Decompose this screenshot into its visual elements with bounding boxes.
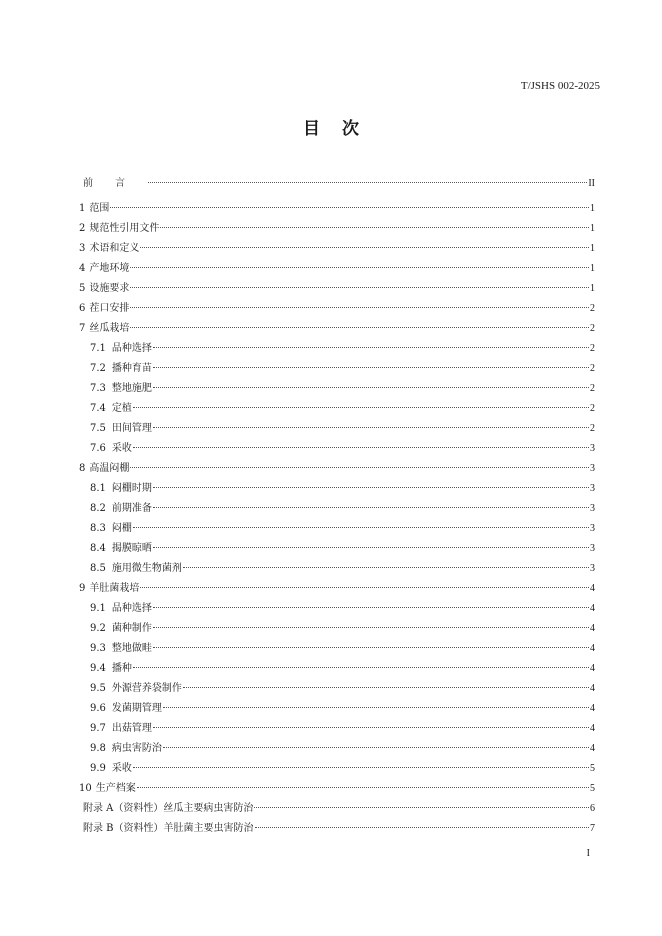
toc-entry-environment[interactable] [79, 259, 595, 279]
toc-entry-label: 外源营养袋制作 [111, 683, 182, 694]
toc-entry-9-6[interactable] [79, 699, 595, 719]
toc-entry-page: 2 [590, 303, 595, 314]
toc-entry-7-4[interactable] [79, 399, 595, 419]
dot-leader [160, 227, 589, 228]
dot-leader [153, 547, 589, 548]
toc-entry-number: 8 [79, 463, 86, 474]
dot-leader [130, 287, 589, 288]
toc-entry-label: 整地做畦 [111, 643, 152, 654]
toc-entry-page: 3 [590, 543, 595, 554]
toc-entry-page: II [588, 178, 595, 189]
toc-entry-number: 7.4 [90, 403, 106, 414]
dot-leader [153, 387, 589, 388]
dot-leader [163, 747, 589, 748]
toc-entry-number: 7.1 [90, 343, 106, 354]
toc-entry-page: 2 [590, 343, 595, 354]
toc-entry-9-1[interactable] [79, 599, 595, 619]
document-code: T/JSHS 002-2025 [520, 80, 600, 92]
toc-list [79, 174, 595, 839]
toc-entry-label: 菌种制作 [111, 623, 152, 634]
toc-entry-number: 2 [79, 223, 86, 234]
toc-entry-normative-references[interactable] [79, 219, 595, 239]
toc-entry-page: 5 [590, 783, 595, 794]
toc-entry-label: 定植 [111, 403, 132, 414]
dot-leader [153, 647, 589, 648]
toc-entry-page: 4 [590, 583, 595, 594]
toc-entry-records[interactable] [79, 779, 595, 799]
toc-entry-number: 9 [79, 583, 86, 594]
toc-entry-label: 病虫害防治 [111, 743, 162, 754]
toc-entry-label: 丝瓜栽培 [89, 323, 130, 334]
dot-leader [130, 467, 589, 468]
dot-leader [137, 787, 589, 788]
toc-entry-label: 规范性引用文件 [89, 223, 160, 234]
dot-leader [133, 667, 589, 668]
toc-entry-loofah[interactable] [79, 319, 595, 339]
toc-entry-number: 8.5 [90, 563, 106, 574]
toc-entry-morel[interactable] [79, 579, 595, 599]
toc-entry-number: 3 [79, 243, 86, 254]
toc-entry-label: 附录 A（资料性）丝瓜主要病虫害防治 [83, 803, 254, 814]
toc-entry-page: 4 [590, 643, 595, 654]
toc-entry-label: 术语和定义 [89, 243, 140, 254]
toc-entry-page: 4 [590, 683, 595, 694]
dot-leader [110, 207, 589, 208]
page-number: I [586, 848, 590, 859]
toc-entry-label: 采收 [111, 443, 132, 454]
toc-entry-7-3[interactable] [79, 379, 595, 399]
toc-entry-label: 品种选择 [111, 603, 152, 614]
toc-entry-8-1[interactable] [79, 479, 595, 499]
dot-leader [153, 427, 589, 428]
toc-entry-9-2[interactable] [79, 619, 595, 639]
toc-entry-number: 4 [79, 263, 86, 274]
toc-entry-7-1[interactable] [79, 339, 595, 359]
toc-entry-8-3[interactable] [79, 519, 595, 539]
toc-entry-page: 4 [590, 603, 595, 614]
toc-entry-number: 9.6 [90, 703, 106, 714]
toc-entry-label: 前言 [83, 178, 147, 189]
toc-entry-9-7[interactable] [79, 719, 595, 739]
dot-leader [255, 827, 589, 828]
dot-leader [133, 767, 589, 768]
toc-title-char: 目 [303, 119, 320, 139]
dot-leader [183, 567, 589, 568]
toc-entry-cropping[interactable] [79, 299, 595, 319]
toc-entry-9-5[interactable] [79, 679, 595, 699]
toc-entry-label: 采收 [111, 763, 132, 774]
toc-entry-page: 2 [590, 323, 595, 334]
toc-entry-number: 7.5 [90, 423, 106, 434]
dot-leader [133, 527, 589, 528]
toc-entry-number: 7.3 [90, 383, 106, 394]
toc-entry-page: 7 [590, 823, 595, 834]
dot-leader [140, 587, 589, 588]
toc-entry-page: 1 [590, 283, 595, 294]
toc-entry-page: 3 [590, 483, 595, 494]
dot-leader [140, 247, 589, 248]
toc-entry-page: 1 [590, 223, 595, 234]
toc-entry-8-4[interactable] [79, 539, 595, 559]
toc-entry-page: 1 [590, 203, 595, 214]
dot-leader [153, 727, 589, 728]
toc-entry-page: 2 [590, 363, 595, 374]
toc-entry-7-6[interactable] [79, 439, 595, 459]
dot-leader [153, 607, 589, 608]
toc-entry-label: 设施要求 [89, 283, 130, 294]
toc-entry-label: 发菌期管理 [111, 703, 162, 714]
toc-entry-9-8[interactable] [79, 739, 595, 759]
toc-entry-number: 9.1 [90, 603, 106, 614]
toc-entry-7-2[interactable] [79, 359, 595, 379]
toc-entry-7-5[interactable] [79, 419, 595, 439]
toc-entry-page: 3 [590, 523, 595, 534]
dot-leader [130, 307, 589, 308]
toc-entry-page: 3 [590, 463, 595, 474]
toc-entry-number: 9.2 [90, 623, 106, 634]
toc-entry-page: 4 [590, 723, 595, 734]
dot-leader [153, 487, 589, 488]
toc-entry-label: 品种选择 [111, 343, 152, 354]
toc-title-char: 次 [342, 119, 359, 139]
dot-leader [153, 627, 589, 628]
toc-entry-number: 8.2 [90, 503, 106, 514]
toc-entry-number: 9.3 [90, 643, 106, 654]
toc-entry-number: 10 [79, 783, 92, 794]
dot-leader [254, 807, 589, 808]
toc-entry-page: 3 [590, 563, 595, 574]
toc-entry-page: 2 [590, 403, 595, 414]
toc-entry-page: 4 [590, 663, 595, 674]
dot-leader [153, 507, 589, 508]
toc-entry-label: 范围 [89, 203, 110, 214]
toc-entry-terms[interactable] [79, 239, 595, 259]
toc-entry-number: 7.6 [90, 443, 106, 454]
dot-leader [130, 267, 589, 268]
toc-entry-number: 9.8 [90, 743, 106, 754]
toc-entry-label: 施用微生物菌剂 [111, 563, 182, 574]
toc-entry-page: 4 [590, 743, 595, 754]
toc-entry-number: 9.7 [90, 723, 106, 734]
toc-entry-label: 田间管理 [111, 423, 152, 434]
toc-entry-8-2[interactable] [79, 499, 595, 519]
toc-entry-number: 1 [79, 203, 86, 214]
toc-entry-number: 5 [79, 283, 86, 294]
toc-entry-9-3[interactable] [79, 639, 595, 659]
toc-entry-number: 9.9 [90, 763, 106, 774]
toc-entry-page: 3 [590, 503, 595, 514]
toc-entry-number: 9.5 [90, 683, 106, 694]
dot-leader [183, 687, 589, 688]
toc-entry-label: 羊肚菌栽培 [89, 583, 140, 594]
dot-leader [130, 327, 589, 328]
toc-entry-label: 茬口安排 [89, 303, 130, 314]
dot-leader [153, 367, 589, 368]
toc-entry-label: 播种育苗 [111, 363, 152, 374]
toc-entry-number: 9.4 [90, 663, 106, 674]
dot-leader [133, 447, 589, 448]
toc-title [0, 114, 662, 139]
toc-entry-label: 生产档案 [95, 783, 136, 794]
toc-entry-number: 7 [79, 323, 86, 334]
toc-entry-facility[interactable] [79, 279, 595, 299]
toc-entry-label: 闷棚 [111, 523, 132, 534]
toc-entry-number: 8.4 [90, 543, 106, 554]
dot-leader [133, 407, 589, 408]
toc-entry-9-4[interactable] [79, 659, 595, 679]
toc-entry-label: 产地环境 [89, 263, 130, 274]
toc-entry-label: 出菇管理 [111, 723, 152, 734]
toc-entry-number: 8.3 [90, 523, 106, 534]
toc-entry-label: 闷棚时期 [111, 483, 152, 494]
toc-entry-number: 8.1 [90, 483, 106, 494]
toc-entry-label: 前期准备 [111, 503, 152, 514]
toc-entry-number: 6 [79, 303, 86, 314]
toc-entry-page: 3 [590, 443, 595, 454]
toc-entry-label: 附录 B（资料性）羊肚菌主要虫害防治 [83, 823, 254, 834]
toc-entry-foreword[interactable] [79, 174, 595, 194]
toc-entry-appendix-b[interactable] [79, 819, 595, 839]
toc-entry-page: 1 [590, 243, 595, 254]
toc-entry-page: 1 [590, 263, 595, 274]
toc-entry-label: 揭膜晾晒 [111, 543, 152, 554]
toc-entry-appendix-a[interactable] [79, 799, 595, 819]
dot-leader [153, 347, 589, 348]
toc-entry-heat-treatment[interactable] [79, 459, 595, 479]
toc-entry-page: 2 [590, 383, 595, 394]
toc-entry-label: 整地施肥 [111, 383, 152, 394]
toc-entry-page: 2 [590, 423, 595, 434]
toc-entry-label: 播种 [111, 663, 132, 674]
dot-leader [148, 182, 587, 183]
toc-entry-label: 高温闷棚 [89, 463, 130, 474]
toc-entry-page: 4 [590, 703, 595, 714]
toc-entry-9-9[interactable] [79, 759, 595, 779]
toc-entry-page: 6 [590, 803, 595, 814]
toc-entry-page: 4 [590, 623, 595, 634]
toc-entry-8-5[interactable] [79, 559, 595, 579]
toc-entry-page: 5 [590, 763, 595, 774]
toc-entry-number: 7.2 [90, 363, 106, 374]
dot-leader [163, 707, 589, 708]
toc-entry-scope[interactable] [79, 199, 595, 219]
